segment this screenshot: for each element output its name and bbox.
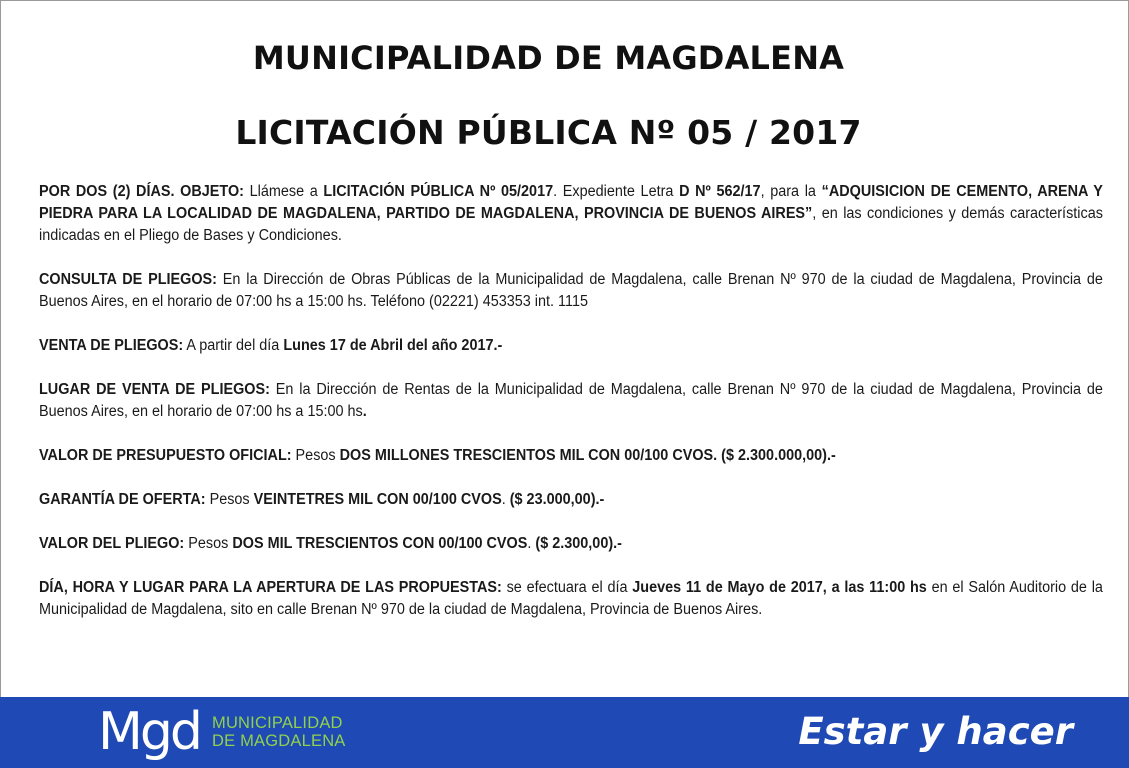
logo-line-2: DE MAGDALENA — [212, 732, 346, 750]
label-consulta: CONSULTA DE PLIEGOS: — [39, 271, 217, 288]
paragraph-objeto — [39, 181, 1103, 247]
paragraph-pliego — [39, 533, 1103, 555]
bold-span: LICITACIÓN PÚBLICA Nº 05/2017 — [323, 183, 554, 200]
text-span: En la Dirección de Rentas de la Municipalidad de Magdalena, calle Brenan Nº 970 de la ciudad de Magdalena, Provincia de Buenos Aires, en el horario de 07:00 hs a 15:00 hs — [39, 381, 1103, 420]
label-garantia: GARANTÍA DE OFERTA: — [39, 491, 206, 508]
bold-span: Lunes 17 de Abril del año 2017.- — [283, 337, 503, 354]
bold-span: DOS MIL TRESCIENTOS CON 00/100 CVOS — [232, 535, 528, 552]
label-venta: VENTA DE PLIEGOS: — [39, 337, 184, 354]
municipality-logo-text — [212, 714, 346, 750]
text-span: . Expediente Letra — [553, 183, 680, 200]
label-apertura: DÍA, HORA Y LUGAR PARA LA APERTURA DE LAS PROPUESTAS: — [39, 579, 502, 596]
paragraph-presupuesto — [39, 445, 1103, 467]
bold-span: ($ 23.000,00).- — [509, 491, 605, 508]
notice-body — [39, 181, 1103, 621]
text-span: , para la — [760, 183, 822, 200]
label-objeto: POR DOS (2) DÍAS. OBJETO: — [39, 183, 244, 200]
text-span: En la Dirección de Obras Públicas de la Municipalidad de Magdalena, calle Brenan Nº 970 de la ciudad de Magdalena, Provincia de Buenos Aires, en el horario de 07:00 hs a 15:00 hs. Teléfono (02221) 453353 int. 1115 — [39, 271, 1103, 310]
logo-line-1: MUNICIPALIDAD — [212, 714, 343, 732]
text-span: Pesos — [184, 535, 233, 552]
paragraph-garantia — [39, 489, 1103, 511]
label-presupuesto: VALOR DE PRESUPUESTO OFICIAL: — [39, 447, 292, 464]
label-lugar: LUGAR DE VENTA DE PLIEGOS: — [39, 381, 270, 398]
page-subtitle: LICITACIÓN PÚBLICA Nº 05 / 2017 — [235, 113, 862, 152]
page-title: MUNICIPALIDAD DE MAGDALENA — [252, 39, 845, 77]
mgd-logo: Mgd — [98, 702, 200, 762]
text-span: . — [501, 491, 510, 508]
text-span: Pesos — [291, 447, 340, 464]
paragraph-consulta — [39, 269, 1103, 313]
bold-span: VEINTETRES MIL CON 00/100 CVOS — [253, 491, 502, 508]
text-span: se efectuara el día — [501, 579, 633, 596]
paragraph-lugar — [39, 379, 1103, 423]
bold-span: ($ 2.300,00).- — [535, 535, 622, 552]
text-span: Pesos — [205, 491, 254, 508]
paragraph-apertura — [39, 577, 1103, 621]
bold-span: DOS MILLONES TRESCIENTOS MIL CON 00/100 CVOS. ($ 2.300.000,00).- — [339, 447, 836, 464]
text-span: , en las condiciones y demás características indicadas en el Pliego de Bases y Condiciones. — [39, 205, 1103, 244]
text-span: . — [527, 535, 536, 552]
paragraph-venta — [39, 335, 1103, 357]
text-span: en el Salón Auditorio de la Municipalidad de Magdalena, sito en calle Brenan Nº 970 de la ciudad de Magdalena, Provincia de Buenos Aires. — [39, 579, 1103, 618]
bold-span: Jueves 11 de Mayo de 2017, a las 11:00 hs — [632, 579, 927, 596]
text-span: A partir del día — [183, 337, 284, 354]
label-pliego: VALOR DEL PLIEGO: — [39, 535, 185, 552]
bold-span: . — [362, 403, 367, 420]
bold-span: D Nº 562/17 — [679, 183, 761, 200]
text-span: Llámese a — [243, 183, 324, 200]
footer-banner — [0, 697, 1129, 768]
bold-span: “ADQUISICION DE CEMENTO, ARENA Y PIEDRA PARA LA LOCALIDAD DE MAGDALENA, PARTIDO DE MAGDALENA, PROVINCIA DE BUENOS AIRES” — [39, 183, 1103, 222]
slogan: Estar y hacer — [798, 710, 1073, 753]
